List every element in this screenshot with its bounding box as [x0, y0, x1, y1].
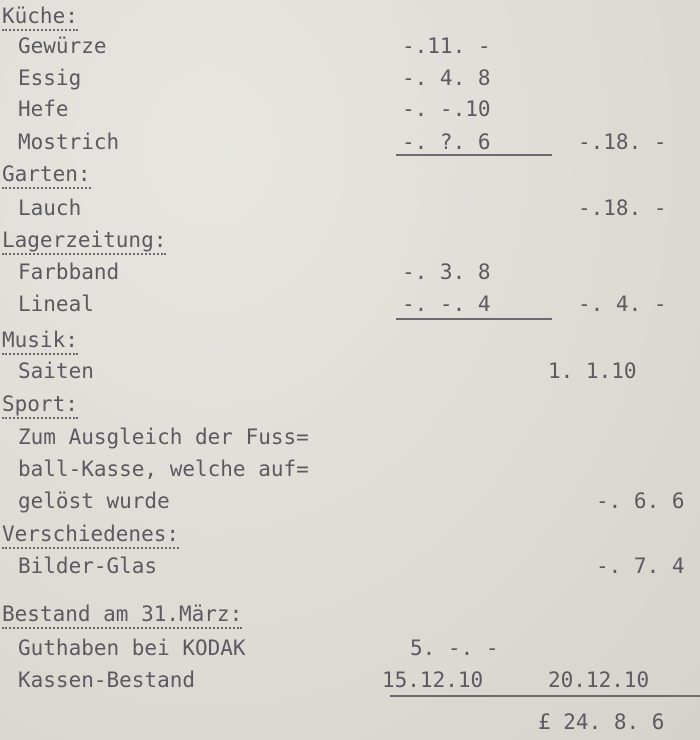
ledger-row	[0, 550, 700, 582]
item-amount: -. 3. 8	[402, 260, 491, 284]
subtotal-amount: -.18. -	[578, 130, 667, 154]
item-label: Farbband	[18, 260, 120, 284]
ledger-row	[0, 93, 700, 125]
total-row	[0, 706, 700, 738]
ledger-row	[0, 453, 700, 485]
section-heading-verschiedenes	[0, 518, 700, 550]
section-heading-garten	[0, 158, 700, 190]
item-amount: -. -. 4	[402, 292, 491, 316]
total-rule	[390, 695, 700, 697]
subtotal-amount: -. 7. 4	[596, 554, 685, 578]
item-label: Essig	[18, 66, 82, 90]
item-amount: 15.12.10	[382, 668, 484, 692]
ledger-row	[0, 30, 700, 62]
subtotal-amount: -. 6. 6	[596, 489, 685, 513]
ledger-row	[0, 485, 700, 517]
item-label: Lineal	[18, 292, 94, 316]
section-title: Küche:	[2, 4, 78, 31]
ledger-row	[0, 355, 700, 387]
ledger-row	[0, 288, 700, 320]
item-label: Gewürze	[18, 34, 107, 58]
item-label: Guthaben bei KODAK	[18, 636, 246, 660]
section-title: Musik:	[2, 328, 78, 355]
ledger-row	[0, 256, 700, 288]
section-heading-kueche	[0, 0, 700, 32]
section-heading-musik	[0, 324, 700, 356]
ledger-row	[0, 632, 700, 664]
item-amount: 5. -. -	[410, 636, 499, 660]
ledger-row	[0, 192, 700, 224]
ledger-row	[0, 421, 700, 453]
sum-rule	[396, 154, 552, 156]
section-title: Sport:	[2, 392, 78, 419]
sum-rule	[396, 318, 552, 320]
item-label: Hefe	[18, 97, 69, 121]
item-label: Mostrich	[18, 130, 120, 154]
item-amount: -. 4. 8	[402, 66, 491, 90]
section-title: Bestand am 31.März:	[2, 602, 242, 629]
ledger-row	[0, 664, 700, 696]
section-title: Verschiedenes:	[2, 522, 179, 549]
section-heading-bestand	[0, 598, 700, 630]
subtotal-amount: 1. 1.10	[548, 359, 637, 383]
ledger-row	[0, 126, 700, 158]
item-amount: -. ?. 6	[402, 130, 491, 154]
item-amount: -.11. -	[402, 34, 491, 58]
item-label: Lauch	[18, 196, 82, 220]
section-heading-lagerzeitung	[0, 224, 700, 256]
subtotal-amount: -. 4. -	[578, 292, 667, 316]
section-heading-sport	[0, 388, 700, 420]
item-amount: -. -.10	[402, 97, 491, 121]
section-title: Lagerzeitung:	[2, 228, 166, 255]
ledger-row	[0, 62, 700, 94]
item-label: Saiten	[18, 359, 94, 383]
item-label: gelöst wurde	[18, 489, 170, 513]
item-label: Kassen-Bestand	[18, 668, 196, 692]
item-label: ball-Kasse, welche auf=	[18, 457, 309, 481]
grand-total: £ 24. 8. 6	[538, 710, 665, 734]
item-label: Bilder-Glas	[18, 554, 158, 578]
section-title: Garten:	[2, 162, 91, 189]
subtotal-amount: 20.12.10	[548, 668, 650, 692]
subtotal-amount: -.18. -	[578, 196, 667, 220]
item-label: Zum Ausgleich der Fuss=	[18, 425, 309, 449]
